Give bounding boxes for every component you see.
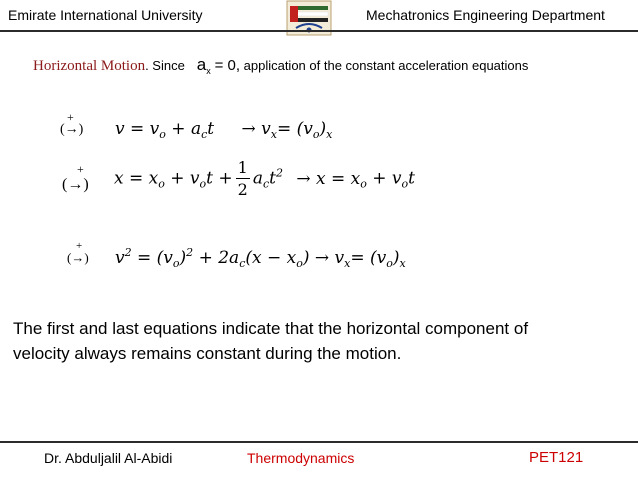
header-university: Emirate International University [8, 7, 203, 23]
header-department: Mechatronics Engineering Department [366, 7, 605, 23]
fraction-half: $\frac{1}{2}$ [237, 158, 248, 199]
eq3-plus: + [76, 240, 83, 252]
equation-3: $v^2 = (v_o)^2 + 2a_c(x - x_o) \to v_x= (v_o)_x$ [115, 246, 406, 270]
footer-code: PET121 [529, 449, 584, 466]
explanation-line-2: velocity always remains constant during the motion. [13, 344, 402, 363]
equation-1: $v = v_o + a_ct \to v_x= (v_o)_x$ [115, 119, 333, 141]
eq1-direction: (→) [60, 122, 84, 137]
eq2-plus: + [77, 162, 84, 176]
header-divider [0, 30, 638, 32]
topic-line [33, 55, 528, 76]
topic-equals: = 0, [214, 57, 241, 74]
eq1-plus: + [67, 110, 74, 124]
topic-since: . Since [145, 58, 185, 73]
eq3-direction: (→) [67, 250, 89, 265]
topic-a-symbol: a [196, 55, 207, 74]
topic-label: Horizontal Motion [33, 58, 146, 74]
explanation-text [13, 316, 528, 366]
eq2-direction: (→) [62, 176, 89, 193]
equation-2: $x = x_o + v_ot$ + $\frac{1}{2}$ $a_ct^2 \to x = x_o + v_ot$ [114, 158, 415, 199]
topic-a-sub: x [206, 66, 211, 76]
footer-course: Thermodynamics [247, 450, 355, 466]
topic-rest: application of the constant acceleration equations [240, 58, 529, 73]
footer-author: Dr. Abduljalil Al-Abidi [44, 450, 173, 466]
footer-divider [0, 441, 638, 443]
explanation-line-1: The first and last equations indicate that the horizontal component of [13, 319, 529, 338]
